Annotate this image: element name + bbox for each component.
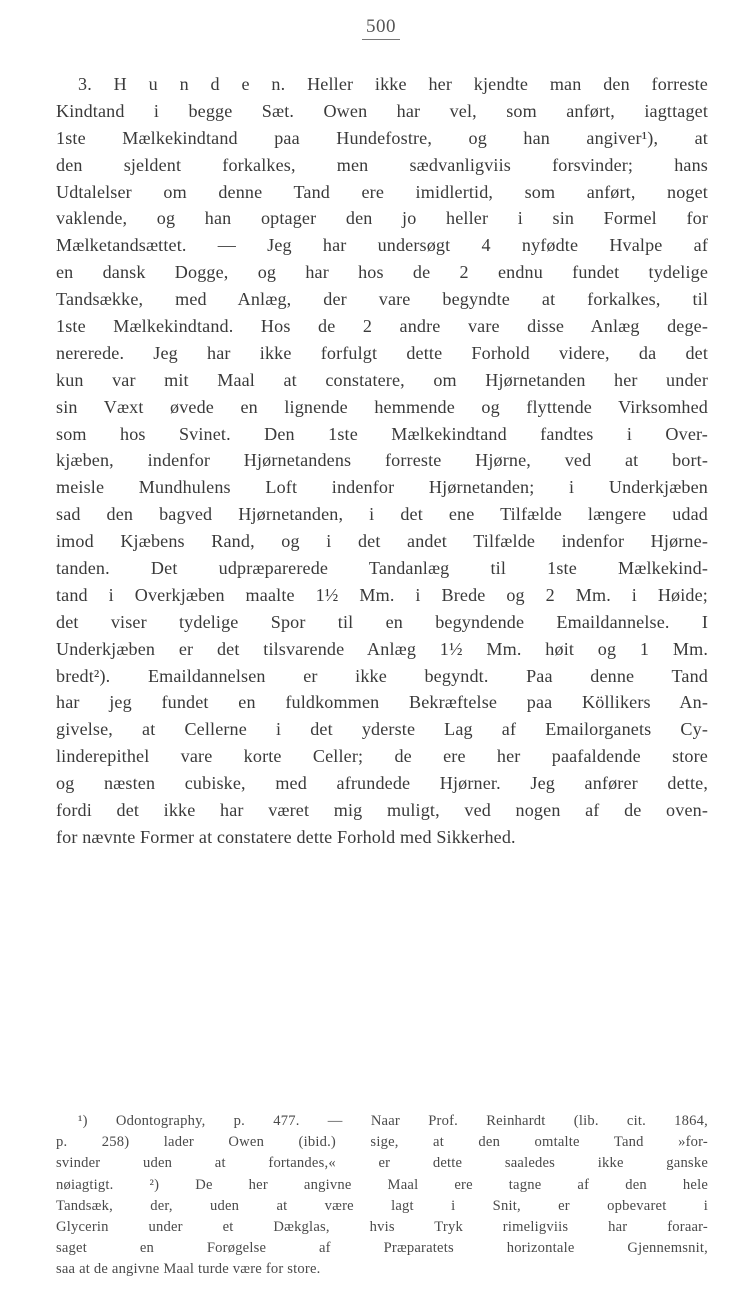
text-line: har jeg fundet en fuldkommen Bekræftelse paa Köllikers An- — [56, 692, 708, 713]
text-line: og næsten cubiske, med afrundede Hjørner. Jeg anfører dette, — [56, 773, 708, 794]
text-line: vaklende, og han optager den jo heller i sin Formel for — [56, 208, 708, 229]
text-line: 3. H u n d e n. Heller ikke her kjendte man den forreste — [78, 74, 708, 94]
footnote-line: svinder uden at fortandes,« er dette saaledes ikke ganske — [56, 1155, 708, 1172]
footnote-line: saa at de angivne Maal turde være for store. — [56, 1261, 321, 1278]
page-number-text: 500 — [362, 16, 400, 40]
text-line: meisle Mundhulens Loft indenfor Hjørnetanden; i Underkjæben — [56, 477, 708, 498]
text-line: bredt²). Emaildannelsen er ikke begyndt. Paa denne Tand — [56, 665, 708, 686]
text-line: Mælketandsættet. — Jeg har undersøgt 4 nyfødte Hvalpe af — [56, 235, 708, 256]
footnote-line: ¹) Odontography, p. 477. — Naar Prof. Reinhardt (lib. cit. 1864, — [78, 1113, 708, 1129]
text-line: givelse, at Cellerne i det yderste Lag af Emailorganets Cy- — [56, 719, 708, 740]
page-number — [0, 16, 756, 40]
footnote-line: saget en Forøgelse af Præparatets horizontale Gjennemsnit, — [56, 1240, 708, 1257]
text-line: en dansk Dogge, og har hos de 2 endnu fundet tydelige — [56, 262, 708, 283]
text-line: kun var mit Maal at constatere, om Hjørnetanden her under — [56, 369, 708, 390]
text-line: den sjeldent forkalkes, men sædvanligviis forsvinder; hans — [56, 154, 708, 175]
text-line: Udtalelser om denne Tand ere imidlertid, som anført, noget — [56, 181, 708, 202]
text-line: Tandsække, med Anlæg, der vare begyndte at forkalkes, til — [56, 289, 708, 310]
text-line: nererede. Jeg har ikke forfulgt dette Forhold videre, da det — [56, 342, 708, 363]
text-line: som hos Svinet. Den 1ste Mælkekindtand fandtes i Over- — [56, 423, 708, 444]
text-line: sin Væxt øvede en lignende hemmende og flyttende Virksomhed — [56, 396, 708, 417]
footnote-line: Tandsæk, der, uden at være lagt i Snit, er opbevaret i — [56, 1197, 708, 1214]
text-line: Kindtand i begge Sæt. Owen har vel, som anført, iagttaget — [56, 100, 708, 121]
text-line: tanden. Det udpræparerede Tandanlæg til 1ste Mælkekind- — [56, 558, 708, 579]
text-line: tand i Overkjæben maalte 1½ Mm. i Brede og 2 Mm. i Høide; — [56, 584, 708, 605]
text-line: 1ste Mælkekindtand paa Hundefostre, og han angiver¹), at — [56, 127, 708, 148]
text-line: imod Kjæbens Rand, og i det andet Tilfælde indenfor Hjørne- — [56, 531, 708, 552]
text-line: Underkjæben er det tilsvarende Anlæg 1½ Mm. høit og 1 Mm. — [56, 638, 708, 659]
footnote-line: Glycerin under et Dækglas, hvis Tryk rimeligviis har foraar- — [56, 1218, 708, 1235]
text-line: sad den bagved Hjørnetanden, i det ene Tilfælde længere udad — [56, 504, 708, 525]
footnote-line: nøiagtigt. ²) De her angivne Maal ere tagne af den hele — [56, 1176, 708, 1193]
text-line: fordi det ikke har været mig muligt, ved nogen af de oven- — [56, 800, 708, 821]
text-line: kjæben, indenfor Hjørnetandens forreste Hjørne, ved at bort- — [56, 450, 708, 471]
text-line: linderepithel vare korte Celler; de ere her paafaldende store — [56, 746, 708, 767]
footnotes-block — [56, 1111, 708, 1281]
text-line: 1ste Mælkekindtand. Hos de 2 andre vare disse Anlæg dege- — [56, 316, 708, 337]
footnote-line: p. 258) lader Owen (ibid.) sige, at den omtalte Tand »for- — [56, 1134, 708, 1151]
text-line: for nævnte Former at constatere dette Forhold med Sikkerhed. — [56, 826, 516, 847]
main-text-block — [56, 71, 708, 851]
text-line: det viser tydelige Spor til en begyndende Emaildannelse. I — [56, 611, 708, 632]
